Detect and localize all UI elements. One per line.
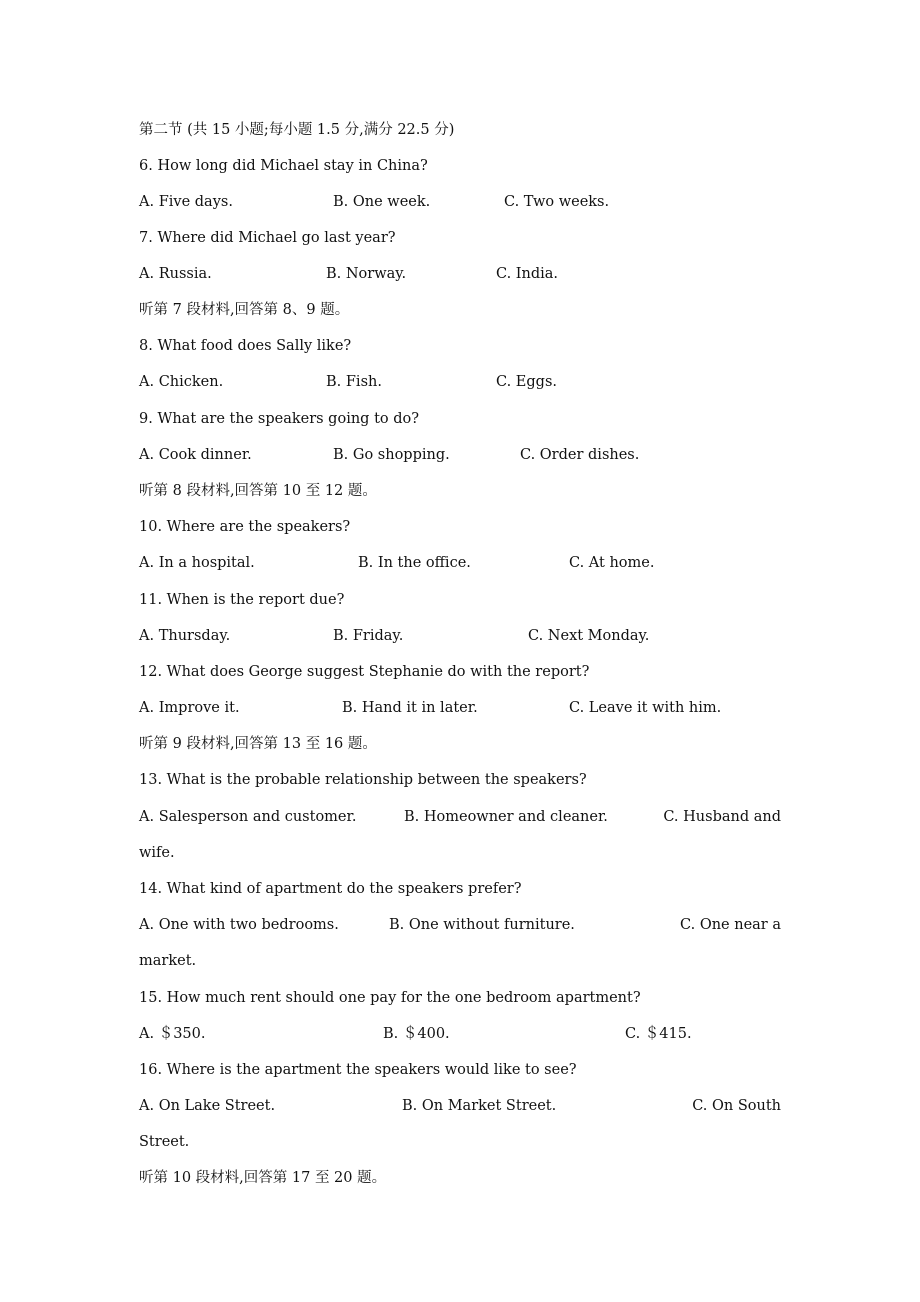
option-14-c: C. One near a bbox=[680, 917, 781, 933]
option-16-a: A. On Lake Street. bbox=[139, 1098, 276, 1114]
option-9-c: C. Order dishes. bbox=[520, 447, 640, 463]
option-15-b: B. ＄400. bbox=[383, 1026, 450, 1042]
option-13-a: A. Salesperson and customer. bbox=[139, 809, 357, 825]
option-12-b: B. Hand it in later. bbox=[342, 700, 478, 716]
option-16-c: C. On South bbox=[692, 1098, 781, 1114]
option-6-a: A. Five days. bbox=[139, 194, 233, 210]
question-8: 8. What food does Sally like? bbox=[139, 338, 352, 354]
option-9-a: A. Cook dinner. bbox=[139, 447, 252, 463]
instruction-segment-8: 听第 8 段材料,回答第 10 至 12 题。 bbox=[139, 483, 377, 499]
option-16-c-continuation: Street. bbox=[139, 1134, 190, 1150]
option-12-a: A. Improve it. bbox=[139, 700, 240, 716]
option-13-b: B. Homeowner and cleaner. bbox=[404, 809, 608, 825]
option-13-c: C. Husband and bbox=[663, 809, 781, 825]
option-7-a: A. Russia. bbox=[139, 266, 212, 282]
option-10-c: C. At home. bbox=[569, 555, 655, 571]
option-10-b: B. In the office. bbox=[358, 555, 471, 571]
question-10: 10. Where are the speakers? bbox=[139, 519, 351, 535]
option-7-c: C. India. bbox=[496, 266, 559, 282]
option-14-b: B. One without furniture. bbox=[389, 917, 575, 933]
question-6: 6. How long did Michael stay in China? bbox=[139, 158, 428, 174]
question-12: 12. What does George suggest Stephanie do with the report? bbox=[139, 664, 590, 680]
option-14-c-continuation: market. bbox=[139, 953, 197, 969]
instruction-segment-10: 听第 10 段材料,回答第 17 至 20 题。 bbox=[139, 1170, 387, 1186]
option-8-a: A. Chicken. bbox=[139, 374, 224, 390]
option-15-c: C. ＄415. bbox=[625, 1026, 692, 1042]
option-11-a: A. Thursday. bbox=[139, 628, 231, 644]
option-8-b: B. Fish. bbox=[326, 374, 382, 390]
option-9-b: B. Go shopping. bbox=[333, 447, 450, 463]
option-11-c: C. Next Monday. bbox=[528, 628, 650, 644]
option-11-b: B. Friday. bbox=[333, 628, 404, 644]
option-16-b: B. On Market Street. bbox=[402, 1098, 557, 1114]
instruction-segment-7: 听第 7 段材料,回答第 8、9 题。 bbox=[139, 302, 350, 318]
option-8-c: C. Eggs. bbox=[496, 374, 557, 390]
question-9: 9. What are the speakers going to do? bbox=[139, 411, 420, 427]
option-6-b: B. One week. bbox=[333, 194, 431, 210]
option-7-b: B. Norway. bbox=[326, 266, 407, 282]
question-11: 11. When is the report due? bbox=[139, 592, 345, 608]
question-14: 14. What kind of apartment do the speakers prefer? bbox=[139, 881, 522, 897]
instruction-segment-9: 听第 9 段材料,回答第 13 至 16 题。 bbox=[139, 736, 377, 752]
section-heading: 第二节 (共 15 小题;每小题 1.5 分,满分 22.5 分) bbox=[139, 122, 455, 138]
option-13-c-continuation: wife. bbox=[139, 845, 175, 861]
option-6-c: C. Two weeks. bbox=[504, 194, 610, 210]
question-15: 15. How much rent should one pay for the one bedroom apartment? bbox=[139, 990, 641, 1006]
option-15-a: A. ＄350. bbox=[139, 1026, 206, 1042]
option-10-a: A. In a hospital. bbox=[139, 555, 255, 571]
question-7: 7. Where did Michael go last year? bbox=[139, 230, 396, 246]
option-12-c: C. Leave it with him. bbox=[569, 700, 722, 716]
question-16: 16. Where is the apartment the speakers would like to see? bbox=[139, 1062, 577, 1078]
option-14-a: A. One with two bedrooms. bbox=[139, 917, 339, 933]
question-13: 13. What is the probable relationship between the speakers? bbox=[139, 772, 587, 788]
